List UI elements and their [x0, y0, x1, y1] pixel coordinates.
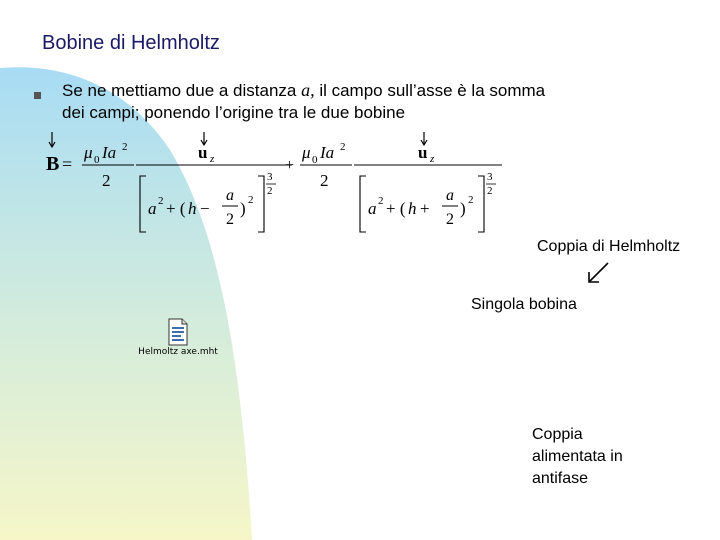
svg-text:=: =: [62, 154, 73, 174]
svg-text:u: u: [418, 143, 428, 162]
svg-text:z: z: [210, 153, 215, 165]
svg-text:2: 2: [340, 141, 346, 153]
svg-text:+ (: + (: [166, 199, 186, 218]
antifase-line3: antifase: [532, 470, 589, 487]
svg-text:2: 2: [248, 194, 254, 206]
svg-text:2: 2: [267, 185, 273, 197]
svg-text:2: 2: [158, 195, 164, 207]
arrow-down-left-icon: [584, 260, 612, 286]
svg-text:a: a: [148, 199, 157, 218]
svg-text:h: h: [188, 199, 197, 218]
svg-text:2: 2: [226, 211, 234, 228]
svg-text:Ia: Ia: [102, 143, 117, 162]
helmholtz-equation: [40, 128, 510, 240]
attachment-filename: Helmoltz axe.mht: [138, 347, 218, 357]
svg-text:2: 2: [378, 195, 384, 207]
svg-text:+ (: + (: [386, 199, 406, 218]
svg-text:3: 3: [487, 171, 493, 183]
bullet-text-part2: il campo sull’asse è la somma: [314, 81, 546, 100]
variable-a: a,: [301, 80, 315, 100]
antifase-line2: alimentata in: [532, 448, 623, 465]
svg-text:a: a: [226, 187, 234, 204]
svg-text:2: 2: [320, 171, 329, 190]
bullet-text-line2: dei campi; ponendo l’origine tra le due bobine: [62, 103, 406, 122]
svg-text:): ): [460, 199, 466, 218]
svg-text:2: 2: [487, 185, 493, 197]
svg-text:2: 2: [446, 211, 454, 228]
svg-text:0: 0: [94, 154, 100, 166]
svg-text:Ia: Ia: [320, 143, 335, 162]
svg-text:−: −: [200, 199, 210, 218]
svg-text:2: 2: [102, 171, 111, 190]
svg-text:u: u: [198, 143, 208, 162]
bullet-square-icon: [34, 92, 41, 99]
svg-text:z: z: [430, 153, 435, 165]
label-coppia-antifase: [532, 424, 662, 490]
label-coppia-helmholtz: Coppia di Helmholtz: [537, 238, 681, 255]
svg-text:+: +: [285, 157, 295, 174]
antifase-line1: Coppia: [532, 426, 583, 443]
label-singola-bobina: Singola bobina: [471, 296, 577, 313]
svg-text:a: a: [446, 187, 454, 204]
svg-text:μ: μ: [84, 143, 93, 162]
attachment-file[interactable]: [136, 318, 220, 357]
svg-text:0: 0: [312, 154, 318, 166]
bullet-text-part1: Se ne mettiamo due a distanza: [62, 81, 302, 100]
svg-text:+: +: [420, 199, 430, 218]
svg-text:B: B: [46, 153, 60, 175]
slide-title: Bobine di Helmholtz: [42, 32, 220, 54]
svg-text:2: 2: [122, 141, 128, 153]
svg-text:a: a: [368, 199, 377, 218]
document-file-icon: [168, 318, 188, 346]
svg-text:μ: μ: [302, 143, 311, 162]
svg-text:): ): [240, 199, 246, 218]
svg-text:2: 2: [468, 194, 474, 206]
svg-text:h: h: [408, 199, 417, 218]
bullet-text-line1: [62, 80, 545, 101]
svg-text:3: 3: [267, 171, 273, 183]
